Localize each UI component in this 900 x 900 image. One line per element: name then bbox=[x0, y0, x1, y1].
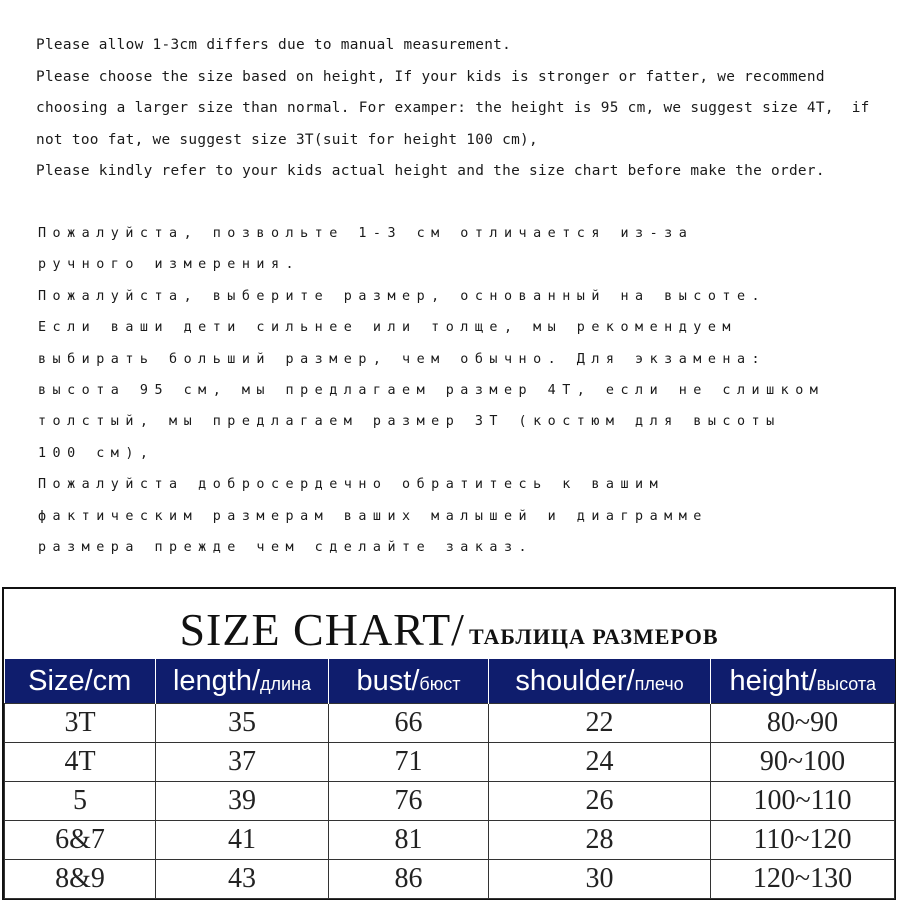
note-line: выбирать больший размер, чем обычно. Для экзамена: bbox=[38, 351, 767, 367]
note-line: Please allow 1-3cm differs due to manual measurement. bbox=[36, 37, 512, 53]
note-line: высота 95 см, мы предлагаем размер 4T, если не слишком bbox=[38, 383, 825, 399]
table-row bbox=[5, 782, 895, 821]
note-line: Пожалуйста, выберите размер, основанный на высоте. bbox=[38, 288, 767, 304]
size-table bbox=[4, 659, 895, 899]
cell-size: 4T bbox=[5, 743, 156, 782]
note-line: Please choose the size based on height, If your kids is stronger or fatter, we recommend bbox=[36, 68, 825, 85]
cell-size: 3T bbox=[5, 704, 156, 743]
note-line: Пожалуйста, позвольте 1-3 см отличается из-за bbox=[38, 226, 694, 241]
cell-shoulder: 22 bbox=[489, 704, 711, 743]
table-row bbox=[5, 704, 895, 743]
note-line: choosing a larger size than normal. For examper: the height is 95 cm, we suggest size 4T, if bbox=[36, 100, 870, 116]
cell-bust: 86 bbox=[329, 860, 489, 899]
cell-height: 80~90 bbox=[711, 704, 895, 743]
cell-bust: 76 bbox=[329, 782, 489, 821]
header-row bbox=[5, 659, 895, 704]
english-notes bbox=[36, 30, 886, 188]
table-row bbox=[5, 743, 895, 782]
size-chart-title-ru: ТАБЛИЦА РАЗМЕРОВ bbox=[468, 624, 719, 650]
cell-shoulder: 24 bbox=[489, 743, 711, 782]
size-chart bbox=[2, 587, 896, 900]
column-header-height: height/высота bbox=[711, 659, 895, 704]
note-line: not too fat, we suggest size 3T(suit for height 100 cm), bbox=[36, 131, 538, 148]
note-line: ручного измерения. bbox=[38, 257, 301, 273]
russian-notes bbox=[38, 218, 888, 563]
cell-shoulder: 30 bbox=[489, 860, 711, 899]
cell-height: 100~110 bbox=[711, 782, 895, 821]
column-header-length: length/длина bbox=[156, 659, 329, 704]
cell-size: 6&7 bbox=[5, 821, 156, 860]
note-line: размера прежде чем сделайте заказ. bbox=[38, 540, 534, 556]
column-header-shoulder: shoulder/плечо bbox=[489, 659, 711, 704]
cell-length: 35 bbox=[156, 704, 329, 743]
cell-height: 110~120 bbox=[711, 821, 895, 860]
column-header-size: Size/cm bbox=[5, 659, 156, 704]
cell-height: 120~130 bbox=[711, 860, 895, 899]
column-header-bust: bust/бюст bbox=[329, 659, 489, 704]
note-line: Пожалуйста добросердечно обратитесь к вашим bbox=[38, 477, 665, 493]
cell-length: 43 bbox=[156, 860, 329, 899]
table-row bbox=[5, 821, 895, 860]
cell-bust: 81 bbox=[329, 821, 489, 860]
size-chart-title bbox=[4, 589, 894, 659]
cell-length: 37 bbox=[156, 743, 329, 782]
cell-bust: 71 bbox=[329, 743, 489, 782]
cell-shoulder: 26 bbox=[489, 782, 711, 821]
cell-height: 90~100 bbox=[711, 743, 895, 782]
table-row bbox=[5, 860, 895, 899]
size-chart-title-en: SIZE CHART/ bbox=[179, 604, 465, 655]
cell-bust: 66 bbox=[329, 704, 489, 743]
note-line: толстый, мы предлагаем размер 3T (костюм для высоты bbox=[38, 414, 781, 430]
note-line: Если ваши дети сильнее или толще, мы рекомендуем bbox=[38, 320, 737, 336]
cell-size: 8&9 bbox=[5, 860, 156, 899]
cell-length: 39 bbox=[156, 782, 329, 821]
note-line: Please kindly refer to your kids actual height and the size chart before make the order. bbox=[36, 163, 825, 179]
note-line: 100 см), bbox=[38, 445, 155, 461]
cell-size: 5 bbox=[5, 782, 156, 821]
cell-shoulder: 28 bbox=[489, 821, 711, 860]
note-line: фактическим размерам ваших малышей и диаграмме bbox=[38, 508, 708, 524]
cell-length: 41 bbox=[156, 821, 329, 860]
